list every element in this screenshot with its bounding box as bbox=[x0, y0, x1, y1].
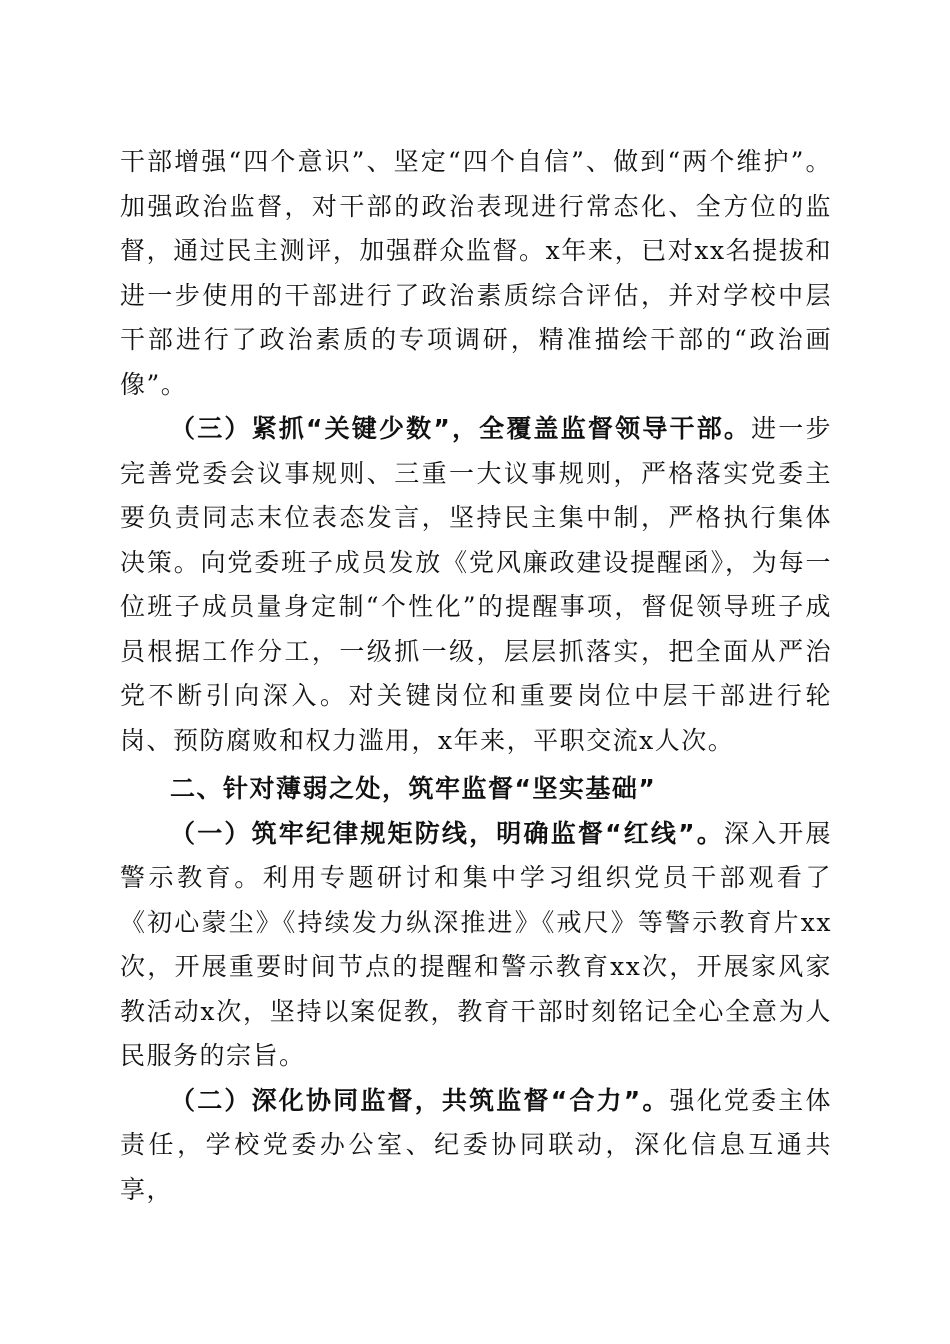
document-body bbox=[120, 140, 832, 1212]
paragraph-coordinated-supervision-heading: （二）深化协同监督，共筑监督“合力”。 bbox=[170, 1085, 670, 1115]
paragraph-key-minority-heading: （三）紧抓“关键少数”，全覆盖监督领导干部。 bbox=[170, 414, 752, 443]
paragraph-coordinated-supervision-body: 强化党委主体责任，学校党委办公室、纪委协同联动，深化信息互通共享， bbox=[120, 1085, 832, 1204]
paragraph-coordinated-supervision bbox=[120, 1079, 832, 1213]
paragraph-key-minority-body: 进一步完善党委会议事规则、三重一大议事规则，严格落实党委主要负责同志末位表态发言，坚持民主集中制，严格执行集体决策。向党委班子成员发放《党风廉政建设提醒函》，为每一位班子成员量身定制“个性化”的提醒事项，督促领导班子成员根据工作分工，一级抓一级，层层抓落实，把全面从严治党不断引向深入。对关键岗位和重要岗位中层干部进行轮岗、预防腐败和权力滥用，x年来，平职交流x人次。 bbox=[120, 414, 832, 755]
paragraph-key-minority bbox=[120, 407, 832, 763]
paragraph-political-supervision: 干部增强“四个意识”、坚定“四个自信”、做到“两个维护”。加强政治监督，对干部的政治表现进行常态化、全方位的监督，通过民主测评，加强群众监督。x年来，已对xx名提拔和进一步使用的干部进行了政治素质综合评估，并对学校中层干部进行了政治素质的专项调研，精准描绘干部的“政治画像”。 bbox=[120, 147, 832, 399]
paragraph-discipline-line-heading: （一）筑牢纪律规矩防线，明确监督“红线”。 bbox=[170, 818, 724, 848]
section-2-title: 二、针对薄弱之处，筑牢监督“坚实基础” bbox=[170, 774, 657, 803]
paragraph-discipline-line-body: 深入开展警示教育。利用专题研讨和集中学习组织党员干部观看了《初心蒙尘》《持续发力纵深推进》《戒尺》等警示教育片xx次，开展重要时间节点的提醒和警示教育xx次，开展家风家教活动x次，坚持以案促教，教育干部时刻铭记全心全意为人民服务的宗旨。 bbox=[120, 818, 832, 1070]
paragraph-discipline-line bbox=[120, 812, 832, 1079]
